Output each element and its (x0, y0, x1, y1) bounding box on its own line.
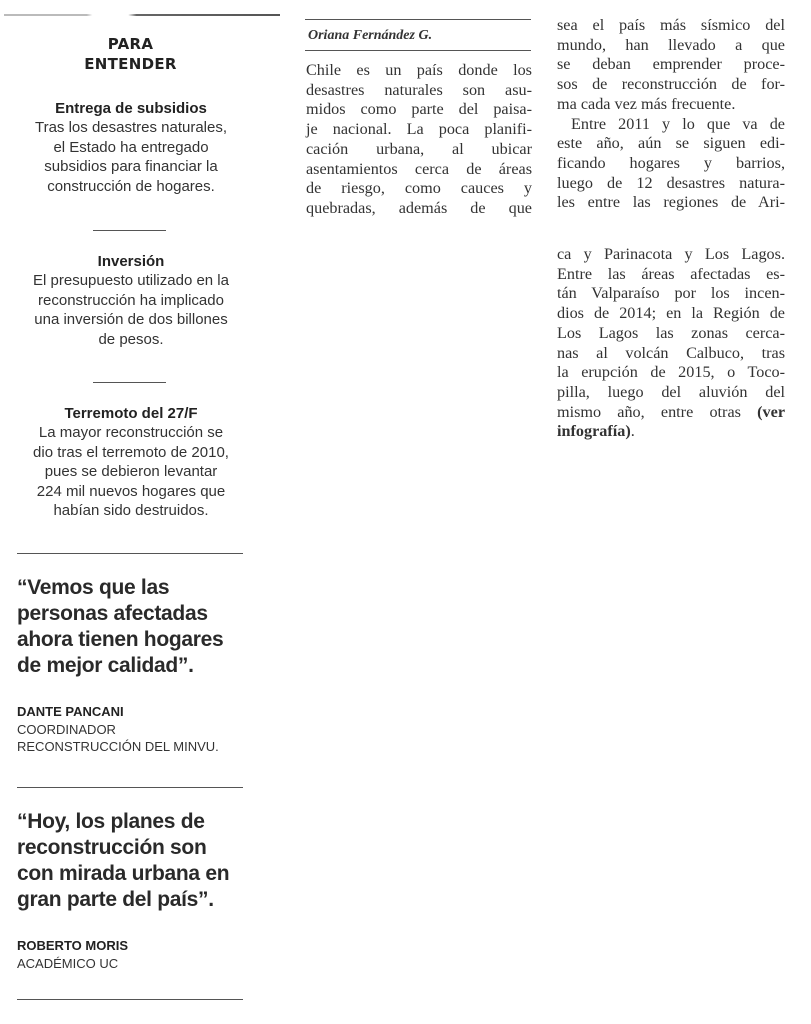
text-line: les entre las regiones de Ari- (557, 193, 785, 212)
quote-author-role (17, 721, 267, 755)
infographic-reference: infografía) (557, 422, 631, 441)
text-line: tán Valparaíso por los incen- (557, 284, 785, 303)
fact-title: Entrega de subsidios (55, 100, 207, 117)
text-line: ficando hogares y barrios, (557, 153, 785, 172)
divider (93, 230, 166, 231)
text-line (557, 403, 785, 423)
infographic-reference: (ver (757, 402, 786, 421)
role-line: COORDINADOR (17, 722, 116, 737)
top-divider (4, 14, 280, 16)
fact-line: pues se debieron levantar (44, 463, 218, 480)
text-line: cación urbana, al ubicar (306, 139, 532, 158)
divider (17, 999, 243, 1000)
fact-line: dio tras el terremoto de 2010, (33, 443, 229, 461)
text-line: Entre las áreas afectadas es- (557, 264, 785, 283)
text-line: je nacional. La poca planifi- (306, 120, 532, 139)
quote-line: “Hoy, los planes de (17, 810, 205, 833)
divider (17, 553, 243, 554)
article-column-2a (557, 16, 785, 213)
fact-line: El presupuesto utilizado en la (33, 272, 229, 289)
text-line: mundo, han llevado a que (557, 35, 785, 54)
byline: Oriana Fernández G. (308, 28, 433, 43)
text-line: desastres naturales son asu- (306, 80, 532, 99)
article-column-2b (557, 245, 785, 442)
fact-line: construcción de hogares. (47, 177, 215, 195)
fact-subsidios (14, 99, 248, 196)
text-line: midos como parte del paisa- (306, 100, 532, 119)
fact-line: el Estado ha entregado (53, 138, 209, 156)
heading-line: ENTENDER (84, 55, 177, 73)
sidebar-para-entender (0, 0, 290, 1024)
fact-line: subsidios para financiar la (44, 158, 218, 175)
text-line: dios de 2014; en la Región de (557, 304, 785, 323)
pull-quote-pancani (17, 575, 257, 679)
fact-inversion (14, 252, 248, 349)
role-line: ACADÉMICO UC (17, 956, 119, 971)
fact-line: habían sido destruidos. (53, 502, 209, 519)
quote-line: de mejor calidad”. (17, 654, 194, 677)
quote-line: gran parte del país”. (17, 888, 214, 911)
text-span: . (630, 422, 635, 441)
fact-line: Tras los desastres naturales, (34, 119, 228, 136)
text-line: sea el país más sísmico del (557, 16, 785, 34)
text-line (557, 422, 785, 442)
text-line: nas al volcán Calbuco, tras (557, 343, 785, 362)
fact-line: La mayor reconstrucción se (38, 424, 224, 441)
fact-title: Inversión (97, 253, 165, 270)
pull-quote-moris (17, 809, 257, 913)
fact-line: de pesos. (98, 330, 164, 348)
text-line: Entre 2011 y lo que va de (571, 114, 785, 133)
quote-author-role (17, 955, 267, 972)
text-span: mismo año, entre otras (557, 402, 741, 421)
quote-author: ROBERTO MORIS (17, 938, 128, 953)
fact-line: 224 mil nuevos hogares que (36, 482, 226, 500)
text-line: pilla, luego del aluvión del (557, 382, 785, 401)
divider (93, 382, 166, 383)
fact-line: reconstrucción ha implicado (38, 291, 224, 309)
fact-terremoto (14, 404, 248, 521)
text-line: la erupción de 2015, o Toco- (557, 363, 785, 382)
byline-rule-bottom (305, 50, 531, 51)
sidebar-heading (18, 34, 243, 74)
quote-line: reconstrucción son (17, 836, 207, 859)
divider (17, 787, 243, 788)
quote-line: personas afectadas (17, 602, 208, 625)
quote-line: ahora tienen hogares (17, 628, 224, 651)
quote-line: “Vemos que las (17, 576, 170, 599)
text-line: luego de 12 desastres natura- (557, 173, 785, 192)
text-line: este año, aún se siguen edi- (557, 134, 785, 153)
text-line: Los Lagos las zonas cerca- (557, 323, 785, 342)
role-line: RECONSTRUCCIÓN DEL MINVU. (17, 739, 219, 754)
quote-author: DANTE PANCANI (17, 704, 124, 719)
text-line: quebradas, además de que (306, 198, 532, 217)
text-line: Chile es un país donde los (306, 61, 532, 79)
byline-rule-top (305, 19, 531, 20)
text-line: asentamientos cerca de áreas (306, 159, 532, 178)
text-line: se deban emprender proce- (557, 55, 785, 74)
heading-line: PARA (107, 35, 154, 53)
text-line: ca y Parinacota y Los Lagos. (557, 245, 785, 263)
text-line: de riesgo, como cauces y (306, 179, 532, 198)
text-line: ma cada vez más frecuente. (557, 94, 736, 113)
fact-line: una inversión de dos billones (34, 311, 228, 328)
quote-line: con mirada urbana en (17, 862, 230, 885)
text-line: sos de reconstrucción de for- (557, 75, 785, 94)
article-column-1 (306, 61, 532, 219)
fact-title: Terremoto del 27/F (64, 405, 198, 422)
